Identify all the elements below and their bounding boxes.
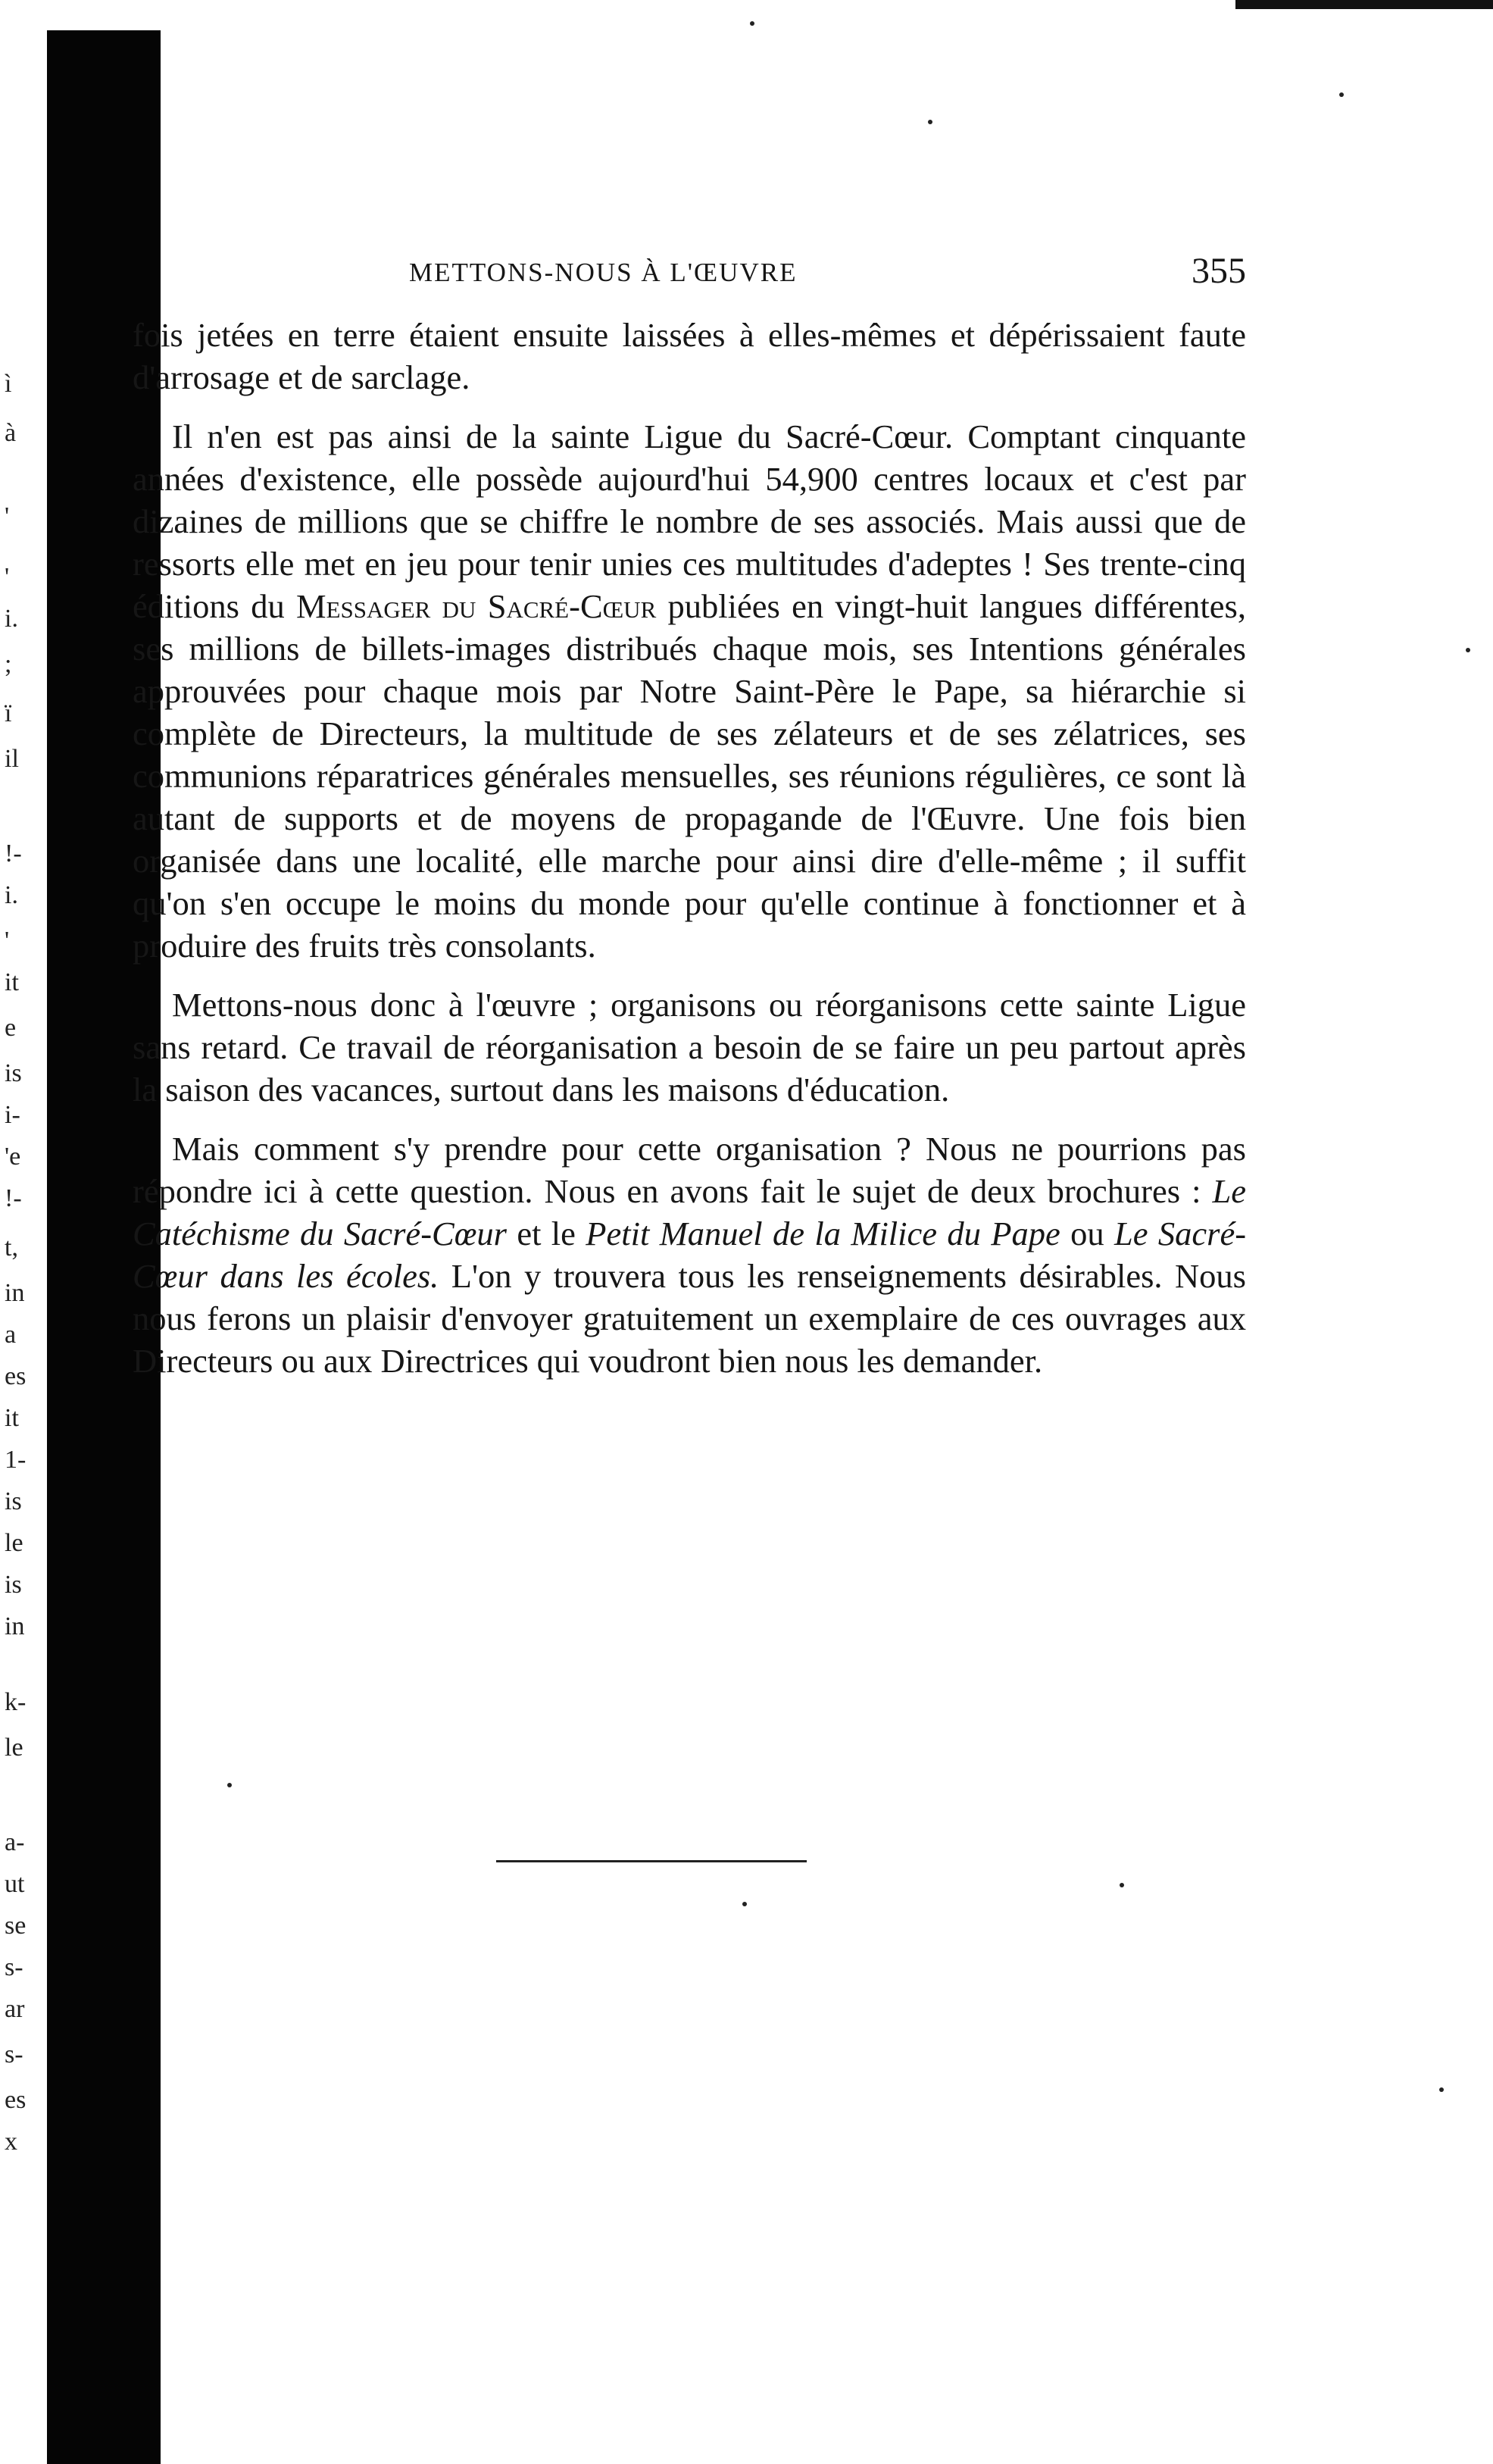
gutter-fragment: in (5, 1612, 25, 1640)
italic-title: Le Sacré-Cœur dans les écoles. (133, 1215, 1247, 1295)
speck (742, 1902, 747, 1906)
text-run: fois jetées en terre étaient ensuite laissées à elles-mêmes et dépérissaient faute d'arrosage et de sarclage. (133, 316, 1246, 396)
gutter-fragment: a- (5, 1828, 25, 1856)
body-text (133, 314, 1246, 1382)
gutter-fragment: ì (5, 370, 12, 398)
text-run: publiées en vingt-huit langues différentes, ses millions de billets-images distribués chaque mois, ses Intentions générales approuvées pour chaque mois par Notre Saint-Père le Pape, sa hiérarchie si complète de Directeurs, la multitude de ses zélateurs et de ses zélatrices, ses communions réparatrices générales mensuelles, ses réunions régulières, ce sont là autant de supports et de moyens de propagande de l'Œuvre. Une fois bien organisée dans une localité, elle marche pour ainsi dire d'elle-même ; il suffit qu'on s'en occupe le moins du monde pour qu'elle continue à fonctionner et à produire des fruits très consolants. (133, 587, 1246, 965)
gutter-fragment: e (5, 1014, 17, 1042)
page-number: 355 (1192, 251, 1246, 291)
gutter-fragment: es (5, 1362, 27, 1390)
gutter-fragment: in (5, 1279, 25, 1307)
gutter-fragment: !- (5, 1184, 22, 1212)
speck (227, 1783, 232, 1787)
gutter-fragment: is (5, 1487, 22, 1515)
speck (1466, 648, 1470, 652)
gutter-fragment: i. (5, 881, 18, 909)
speck (1120, 1883, 1124, 1887)
gutter-fragment: i- (5, 1101, 20, 1129)
end-rule (496, 1860, 807, 1862)
gutter-fragment: à (5, 419, 17, 447)
paragraph (133, 314, 1246, 399)
gutter-fragment: i. (5, 605, 18, 633)
gutter-fragment: is (5, 1059, 22, 1087)
gutter-fragment: ï (5, 699, 12, 727)
text-run: Mettons-nous donc à l'œuvre ; organisons ou réorganisons cette sainte Ligue sans retard. Ce travail de réorganisation a besoin de se faire un peu partout après la saison des vacances, surtout dans les maisons d'éducation. (133, 986, 1246, 1108)
running-head (133, 250, 1246, 303)
italic-title: Petit Manuel de la Milice du Pape (586, 1215, 1060, 1252)
gutter-fragment: es (5, 2086, 27, 2114)
gutter-fragment: il (5, 745, 19, 773)
gutter-fragment: ' (5, 502, 10, 530)
gutter-fragment: le (5, 1734, 23, 1762)
text-run: et le (506, 1215, 586, 1252)
gutter-fragment: ut (5, 1870, 25, 1898)
gutter-fragment: ar (5, 1995, 25, 2023)
gutter-text-fragments (0, 0, 53, 2464)
gutter-fragment: !- (5, 840, 22, 868)
gutter-fragment: k- (5, 1688, 27, 1716)
gutter-fragment: 'e (5, 1143, 21, 1171)
text-run: Mais comment s'y prendre pour cette organisation ? Nous ne pourrions pas répondre ici à cette question. Nous en avons fait le sujet de deux brochures : (133, 1130, 1246, 1210)
book-page (133, 250, 1246, 1399)
gutter-fragment: ' (5, 563, 10, 591)
gutter-fragment: s- (5, 1953, 23, 1981)
paragraph (133, 1127, 1246, 1382)
gutter-fragment: s- (5, 2040, 23, 2068)
gutter-fragment: it (5, 1404, 19, 1432)
text-run: L'on y trouvera tous les renseignements désirables. Nous nous ferons un plaisir d'envoyer gratuitement un exemplaire de ces ouvrages aux Directeurs ou aux Directrices qui voudront bien nous les demander. (133, 1257, 1246, 1380)
gutter-fragment: it (5, 968, 19, 996)
gutter-fragment: 1- (5, 1446, 27, 1474)
gutter-fragment: x (5, 2128, 17, 2156)
small-caps-title: Messager du Sacré-Cœur (295, 587, 657, 625)
gutter-fragment: se (5, 1912, 27, 1940)
paragraph (133, 983, 1246, 1111)
text-run: Il n'en est pas ainsi de la sainte Ligue du Sacré-Cœur. Comptant cinquante années d'existence, elle possède aujourd'hui 54,900 centres locaux et c'est par dizaines de millions que se chiffre le nombre de ses associés. Mais aussi que de ressorts elle met en jeu pour tenir unies ces multitudes d'adeptes ! Ses trente-cinq éditions du (133, 417, 1246, 625)
speck (750, 21, 754, 26)
gutter-fragment: is (5, 1571, 22, 1599)
speck (928, 120, 932, 124)
speck (1339, 92, 1344, 97)
speck (1439, 2087, 1444, 2092)
paragraph (133, 415, 1246, 967)
gutter-fragment: ' (5, 927, 10, 955)
gutter-fragment: ; (5, 650, 12, 678)
gutter-fragment: le (5, 1529, 23, 1557)
gutter-fragment: t, (5, 1234, 18, 1262)
italic-title: Le Catéchisme du Sacré-Cœur (133, 1172, 1246, 1252)
text-run: ou (1060, 1215, 1114, 1252)
top-edge-rule (1235, 0, 1493, 9)
gutter-fragment: a (5, 1321, 17, 1349)
running-title: METTONS-NOUS À L'ŒUVRE (409, 258, 798, 287)
